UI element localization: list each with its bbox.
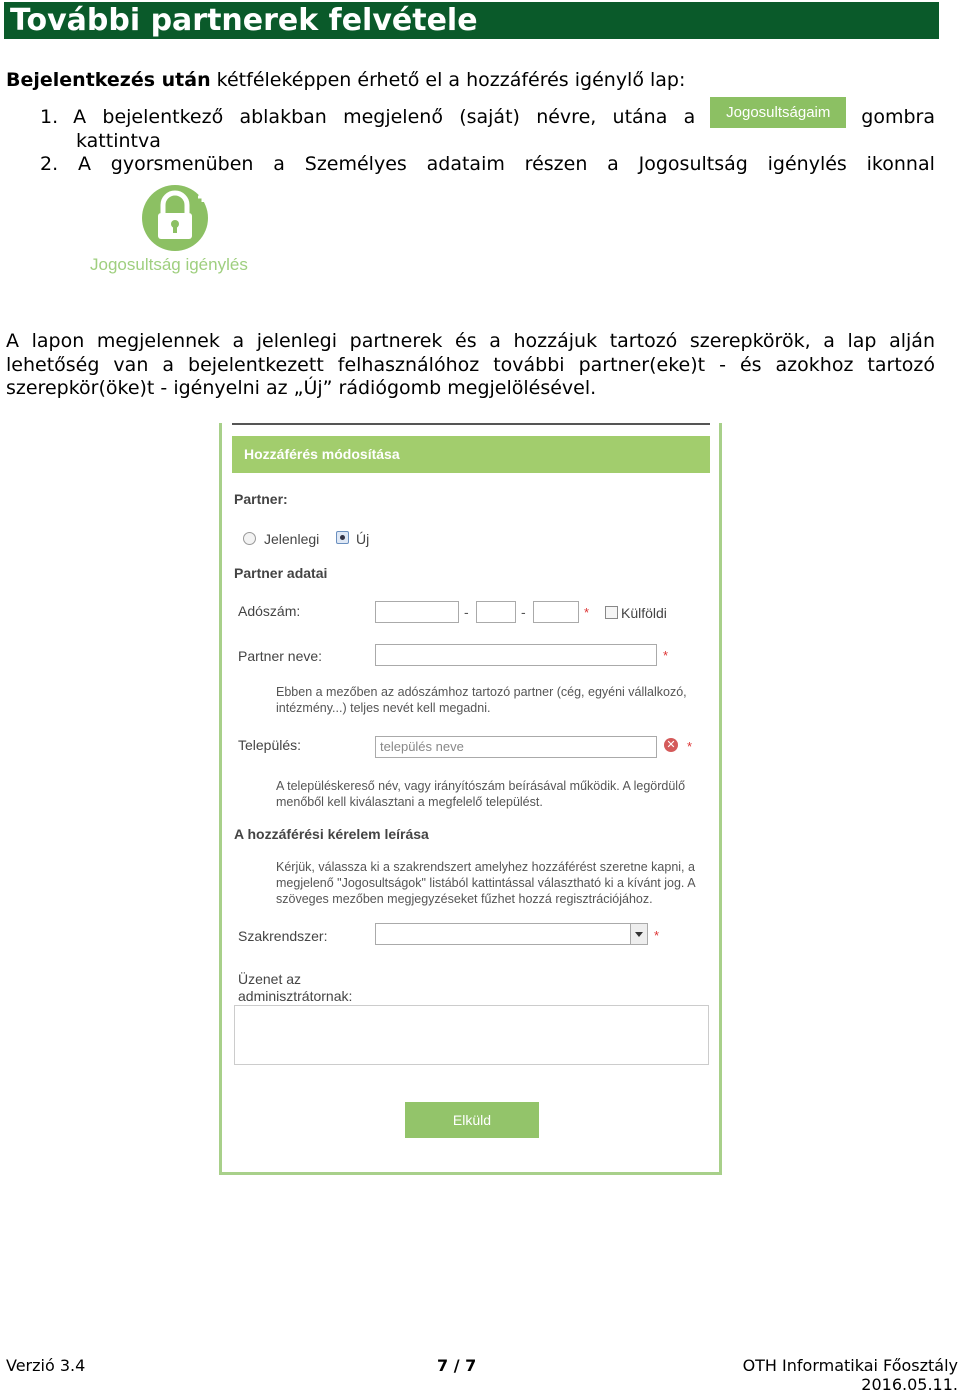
list-item-1-number: 1. — [40, 106, 59, 128]
list-item-2-word: A — [77, 153, 91, 175]
list-item-1-after: gombra — [861, 106, 935, 128]
list-item-1-text: A bejelentkező ablakban megjelenő (saját) névre, utána a — [73, 106, 696, 128]
form-top-divider — [232, 423, 710, 425]
intro-text — [6, 69, 685, 91]
jogosultsagaim-button[interactable]: Jogosultságaim — [710, 97, 846, 128]
request-heading: A hozzáférési kérelem leírása — [234, 826, 429, 842]
message-textarea[interactable] — [234, 1005, 709, 1065]
clear-icon[interactable]: ✕ — [664, 738, 678, 752]
list-item-1-continuation: kattintva — [76, 130, 161, 152]
list-item-2-word: a — [607, 153, 619, 175]
request-note: Kérjük, válassza ki a szakrendszert amelyhez hozzáférést szeretne kapni, a megjelenő "Jogosultságok" listából kattintással választható ki a kívánt jog. A szöveges mezőben megjegyzéseket fűzhet hozzá regisztrációjához. — [276, 860, 695, 906]
tax-number-label: Adószám: — [238, 603, 301, 619]
access-request-shortcut[interactable] — [86, 183, 266, 283]
list-item-2 — [40, 153, 935, 175]
radio-current[interactable] — [243, 532, 256, 545]
footer-org: OTH Informatikai Főosztály — [742, 1356, 958, 1375]
radio-current-label: Jelenlegi — [264, 531, 320, 547]
radio-new-label: Új — [356, 531, 370, 547]
description-paragraph: A lapon megjelennek a jelenlegi partnerek és a hozzájuk tartozó szerepkörök, a lap alján lehetőség van a bejelentkezett felhasználóhoz további partner(eke)t - és azokhoz tartozó szerepkör(öke)t - igényelni az „Új” rádiógomb megjelölésével. — [6, 330, 935, 399]
footer-date: 2016.05.11. — [861, 1375, 958, 1394]
submit-button[interactable]: Elküld — [405, 1102, 539, 1138]
system-select[interactable] — [375, 923, 648, 945]
footer-version: Verzió 3.4 — [6, 1356, 86, 1375]
chevron-down-icon — [630, 924, 647, 944]
list-item-2-word: igénylés — [767, 153, 847, 175]
page-title: További partnerek felvétele — [4, 2, 939, 39]
list-item-2-word: gyorsmenüben — [110, 153, 254, 175]
list-item-2-word: részen — [524, 153, 588, 175]
partner-name-note: Ebben a mezőben az adószámhoz tartozó partner (cég, egyéni vállalkozó, intézmény...) teljes nevét kell megadni. — [276, 685, 687, 715]
intro-bold: Bejelentkezés után — [6, 69, 211, 91]
partner-label: Partner: — [234, 491, 288, 507]
radio-new[interactable] — [336, 531, 349, 544]
city-note: A településkereső név, vagy irányítószám beírásával működik. A legördülő menőből kell kiválasztani a megfelelő települést. — [276, 779, 686, 809]
city-label: Település: — [238, 737, 302, 753]
required-mark: * — [687, 739, 693, 754]
intro-rest: kétféleképpen érhető el a hozzáférés igénylő lap: — [210, 69, 686, 91]
message-label-line1: Üzenet az — [238, 971, 302, 987]
partner-data-heading: Partner adatai — [234, 565, 328, 581]
list-item-2-word: a — [273, 153, 285, 175]
required-mark: * — [584, 605, 590, 620]
tax-dash: - — [464, 604, 469, 620]
footer-page: 7 / 7 — [437, 1356, 477, 1375]
foreign-checkbox[interactable] — [605, 606, 618, 619]
system-label: Szakrendszer: — [238, 928, 328, 944]
list-item-2-word: ikonnal — [866, 153, 935, 175]
lock-plus-icon — [86, 183, 266, 255]
partner-name-field[interactable] — [375, 644, 657, 666]
form-header: Hozzáférés módosítása — [232, 436, 710, 473]
tax-dash: - — [521, 604, 526, 620]
list-item-1 — [40, 103, 935, 128]
list-item-2-word: Személyes — [304, 153, 407, 175]
required-mark: * — [654, 928, 660, 943]
list-item-2-word: Jogosultság — [638, 153, 748, 175]
list-item-2-number: 2. — [40, 153, 59, 175]
required-mark: * — [663, 648, 669, 663]
city-field[interactable]: település neve — [375, 736, 657, 758]
access-request-caption: Jogosultság igénylés — [90, 255, 248, 274]
list-item-2-word: adataim — [426, 153, 505, 175]
foreign-label: Külföldi — [621, 605, 667, 621]
tax-number-field-2[interactable] — [476, 601, 516, 623]
access-modify-form — [219, 423, 722, 1175]
tax-number-field-1[interactable] — [375, 601, 459, 623]
partner-name-label: Partner neve: — [238, 648, 323, 664]
tax-number-field-3[interactable] — [533, 601, 579, 623]
message-label-line2: adminisztrátornak: — [238, 988, 353, 1004]
